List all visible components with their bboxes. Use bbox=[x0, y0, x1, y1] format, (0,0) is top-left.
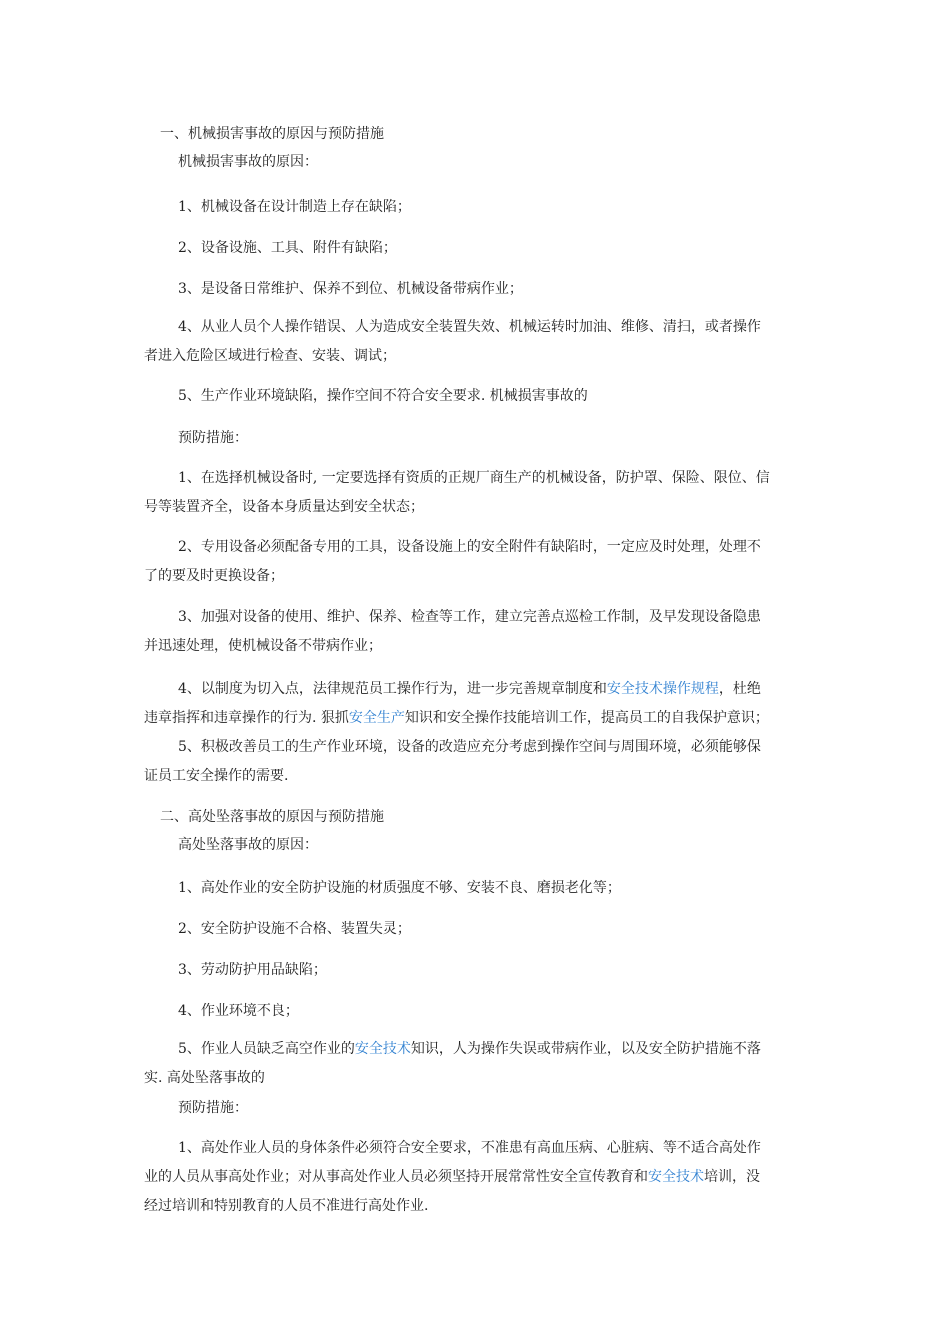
section1-prevention-5-line2: 证员工安全操作的需要. bbox=[144, 768, 289, 784]
section2-prevention-1-line3: 经过培训和特别教育的人员不准进行高处作业. bbox=[144, 1198, 429, 1214]
link-safety-tech-operating-rules[interactable]: 安全技术操作规程 bbox=[606, 681, 719, 697]
section1-prevention-4-line2 bbox=[144, 704, 810, 733]
section2-prevention-1-line2 bbox=[144, 1163, 810, 1192]
link-safety-technology[interactable]: 安全技术 bbox=[354, 1041, 411, 1057]
link-safety-technology-training[interactable]: 安全技术 bbox=[648, 1169, 704, 1185]
section1-cause-4-line1: 4、从业人员个人操作错误、人为造成安全装置失效、机械运转时加油、维修、清扫，或者操作 bbox=[178, 319, 761, 335]
prevention-s2-text-a: 业的人员从事高处作业；对从事高处作业人员必须坚持开展常常性安全宣传教育和 bbox=[144, 1169, 648, 1185]
section1-causes-title: 机械损害事故的原因： bbox=[178, 154, 318, 170]
section2-cause-5-line2: 实. 高处坠落事故的 bbox=[144, 1070, 265, 1086]
link-safety-production[interactable]: 安全生产 bbox=[348, 710, 405, 726]
prevention-4-text-d: 知识和安全操作技能培训工作，提高员工的自我保护意识； bbox=[404, 710, 769, 726]
section1-prevention-title: 预防措施： bbox=[178, 430, 248, 446]
section1-heading: 一、机械损害事故的原因与预防措施 bbox=[160, 126, 384, 142]
cause-5-text-b: 知识，人为操作失误或带病作业，以及安全防护措施不落 bbox=[410, 1041, 761, 1057]
section1-prevention-3-line2: 并迅速处理，使机械设备不带病作业； bbox=[144, 638, 382, 654]
cause-5-text-a: 5、作业人员缺乏高空作业的 bbox=[178, 1041, 355, 1057]
section2-cause-5-line1 bbox=[144, 1035, 810, 1064]
section2-prevention-1-line1: 1、高处作业人员的身体条件必须符合安全要求，不准患有高血压病、心脏病、等不适合高处作 bbox=[178, 1140, 761, 1156]
section2-prevention-title: 预防措施： bbox=[178, 1100, 248, 1116]
section1-cause-2: 2、设备设施、工具、附件有缺陷； bbox=[178, 240, 397, 256]
section1-prevention-2-line2: 了的要及时更换设备； bbox=[144, 568, 284, 584]
section2-heading: 二、高处坠落事故的原因与预防措施 bbox=[160, 809, 384, 825]
section2-cause-4: 4、作业环境不良； bbox=[178, 1003, 299, 1019]
section1-cause-4-line2: 者进入危险区域进行检查、安装、调试； bbox=[144, 348, 396, 364]
prevention-4-text-a: 4、以制度为切入点，法律规范员工操作行为，进一步完善规章制度和 bbox=[178, 681, 607, 697]
section1-prevention-1-line1: 1、在选择机械设备时, 一定要选择有资质的正规厂商生产的机械设备，防护罩、保险、限位、信 bbox=[178, 470, 770, 486]
section1-cause-3: 3、是设备日常维护、保养不到位、机械设备带病作业； bbox=[178, 281, 523, 297]
section2-cause-1: 1、高处作业的安全防护设施的材质强度不够、安装不良、磨损老化等； bbox=[178, 880, 621, 896]
section1-prevention-3-line1: 3、加强对设备的使用、维护、保养、检查等工作，建立完善点巡检工作制，及早发现设备隐患 bbox=[178, 609, 761, 625]
section2-cause-2: 2、安全防护设施不合格、装置失灵； bbox=[178, 921, 411, 937]
section1-cause-1: 1、机械设备在设计制造上存在缺陷； bbox=[178, 199, 411, 215]
section1-cause-5: 5、生产作业环境缺陷，操作空间不符合安全要求. 机械损害事故的 bbox=[178, 388, 588, 404]
section1-prevention-1-line2: 号等装置齐全，设备本身质量达到安全状态； bbox=[144, 499, 424, 515]
prevention-4-text-c: 违章指挥和违章操作的行为. 狠抓 bbox=[144, 710, 349, 726]
prevention-4-text-b: ，杜绝 bbox=[718, 681, 761, 697]
section2-cause-3: 3、劳动防护用品缺陷； bbox=[178, 962, 327, 978]
section1-prevention-5-line1: 5、积极改善员工的生产作业环境，设备的改造应充分考虑到操作空间与周围环境，必须能够保 bbox=[178, 739, 761, 755]
section2-causes-title: 高处坠落事故的原因： bbox=[178, 837, 318, 853]
section1-prevention-2-line1: 2、专用设备必须配备专用的工具，设备设施上的安全附件有缺陷时，一定应及时处理，处理不 bbox=[178, 539, 761, 555]
section1-prevention-4-line1 bbox=[144, 675, 810, 704]
prevention-s2-text-b: 培训，没 bbox=[704, 1169, 760, 1185]
